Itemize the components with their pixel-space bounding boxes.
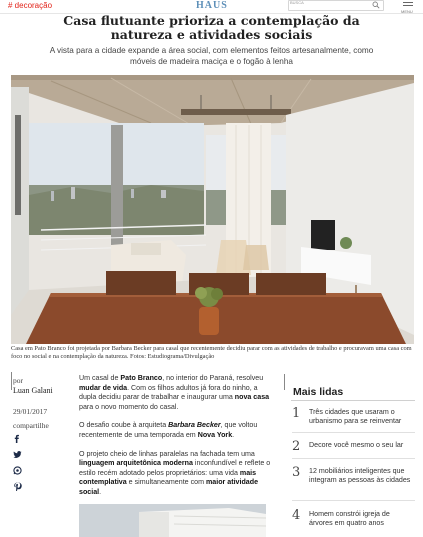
social-share-buttons <box>13 434 68 491</box>
most-read-rule <box>291 400 415 401</box>
most-read-title: Mais lidas <box>293 386 344 398</box>
top-bar <box>0 0 423 14</box>
pinterest-icon[interactable] <box>13 482 22 491</box>
author-info <box>13 376 68 498</box>
rank-number: 3 <box>292 465 301 480</box>
hero-image <box>11 75 414 344</box>
article-title: Casa flutuante prioriza a contemplação da natureza e atividades sociais <box>63 13 360 42</box>
rank-number: 4 <box>292 508 301 523</box>
author-name[interactable]: Luan Galani <box>13 386 53 395</box>
paragraph-2: O desafio coube à arquiteta Barbara Becker, que voltou recentemente de uma temporada em Nova York. <box>79 421 258 439</box>
link-pato-branco[interactable]: Pato Branco <box>120 374 163 382</box>
sidebar-divider <box>284 374 285 390</box>
link-nova-york[interactable]: Nova York <box>197 430 233 439</box>
paragraph-1: Um casal de Pato Branco, no interior do Paraná, resolveu mudar de vida. Com os filhos adultos já fora do ninho, a dupla decidiu parar de trabalhar e inaugurar uma nova casa para o novo momento do casal. <box>79 374 270 411</box>
living-room-photo <box>11 75 414 344</box>
section-tag-link[interactable]: # decoração <box>8 1 53 10</box>
site-logo[interactable]: HAUS <box>196 0 228 11</box>
link-nova-casa[interactable]: nova casa <box>234 393 270 402</box>
hamburger-icon <box>403 2 413 3</box>
search-icon[interactable] <box>372 1 380 9</box>
rank-number: 1 <box>292 406 301 421</box>
most-read-link[interactable]: Homem constrói igreja de árvores em quatro anos <box>309 510 390 527</box>
link-barbara-becker[interactable]: Barbara Becker <box>168 421 221 430</box>
whatsapp-icon[interactable] <box>13 466 22 475</box>
facebook-icon[interactable] <box>13 434 22 443</box>
author-divider <box>11 372 12 390</box>
search-placeholder: BUSCA <box>290 0 304 5</box>
article-body <box>79 374 275 507</box>
by-label: por <box>13 376 23 385</box>
most-read-link[interactable]: Decore você mesmo o seu lar <box>309 441 404 449</box>
share-label: compartilhe <box>13 421 49 430</box>
image-caption: Casa em Pato Branco foi projetada por Barbara Becker para casal que recentemente decidiu parar com as atividades de trabalho e procuravam uma casa com foco no social e na contemplação da natureza. Fotos: Estudiograma/Divulgação <box>11 345 412 360</box>
publish-date: 29/01/2017 <box>13 407 48 416</box>
most-read-link[interactable]: 12 mobiliários inteligentes que integram as pessoas às cidades <box>309 467 411 484</box>
paragraph-3: O projeto cheio de linhas paralelas na fachada tem uma linguagem arquitetônica moderna inconfundível e reflete o estilo recém adotado pelos proprietários: uma vida mais contemplativa e simultaneamente com maior atividade social. <box>79 449 271 496</box>
rank-number: 2 <box>292 439 301 454</box>
twitter-icon[interactable] <box>13 450 22 459</box>
facade-image <box>79 504 266 537</box>
article-subtitle: A vista para a cidade expande a área social, com elementos feitos artesanalmente, como móveis de madeira maciça e o fogão à lenha <box>49 46 374 66</box>
menu-label: MENU <box>401 9 413 14</box>
most-read-link[interactable]: Três cidades que usaram o urbanismo para se reinventar <box>309 408 402 425</box>
facade-photo <box>79 504 266 537</box>
